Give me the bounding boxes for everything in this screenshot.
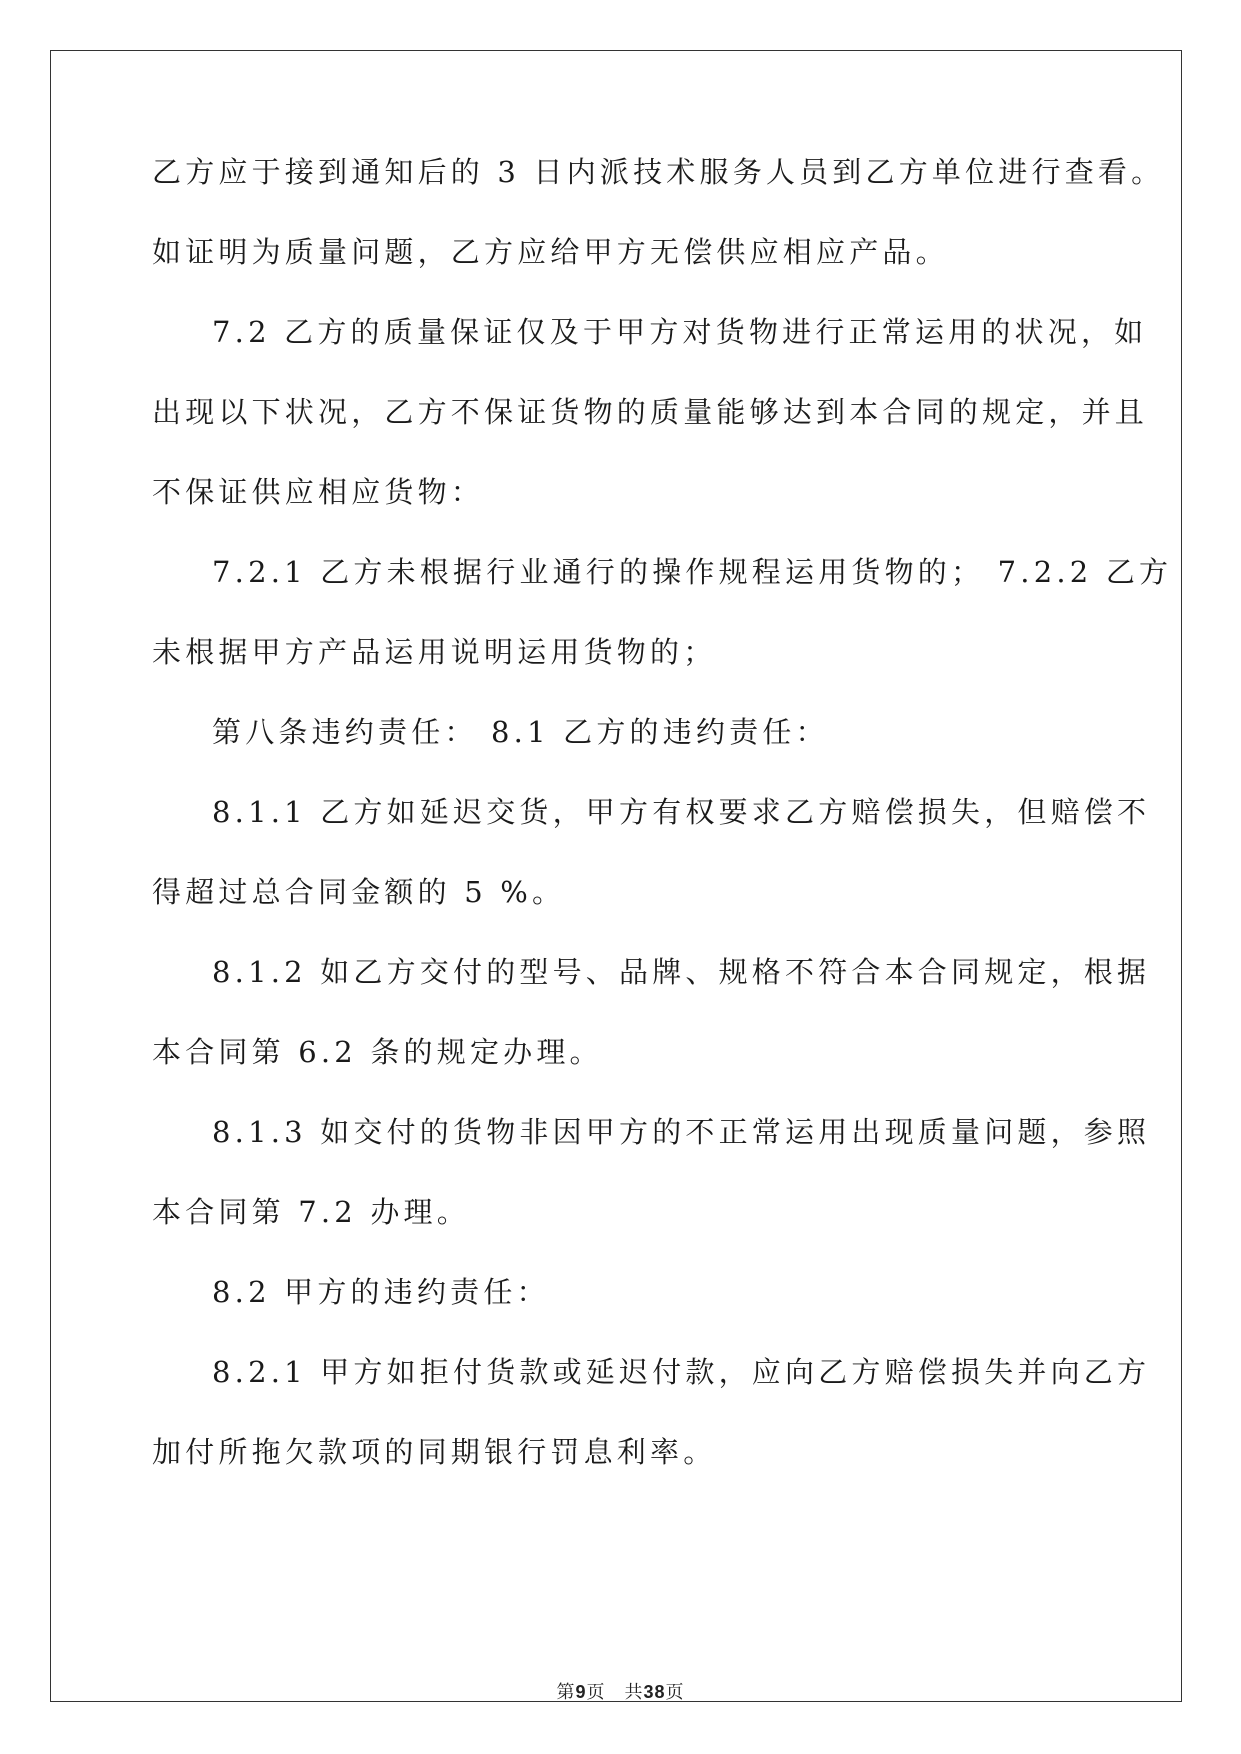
page-footer bbox=[0, 1678, 1241, 1704]
text-line: 第八条违约责任： 8.1 乙方的违约责任： bbox=[212, 715, 829, 749]
page-suffix: 页 bbox=[665, 1682, 685, 1703]
text-line: 不保证供应相应货物： bbox=[152, 475, 485, 509]
text-line: 未根据甲方产品运用说明运用货物的； bbox=[152, 635, 717, 669]
text-line: 7.2 乙方的质量保证仅及于甲方对货物进行正常运用的状况，如 bbox=[212, 315, 1148, 349]
text-line: 本合同第 6.2 条的规定办理。 bbox=[152, 1035, 603, 1069]
text-line: 8.1.1 乙方如延迟交货，甲方有权要求乙方赔偿损失，但赔偿不 bbox=[212, 795, 1151, 829]
text-line: 得超过总合同金额的 5 %。 bbox=[152, 875, 566, 909]
text-line: 8.2.1 甲方如拒付货款或延迟付款，应向乙方赔偿损失并向乙方 bbox=[212, 1355, 1151, 1389]
text-line: 8.2 甲方的违约责任： bbox=[212, 1275, 550, 1309]
text-line: 7.2.1 乙方未根据行业通行的操作规程运用货物的； 7.2.2 乙方 bbox=[212, 555, 1173, 589]
text-line: 本合同第 7.2 办理。 bbox=[152, 1195, 470, 1229]
page-total: 38 bbox=[643, 1682, 666, 1702]
text-line: 如证明为质量问题，乙方应给甲方无偿供应相应产品。 bbox=[152, 235, 949, 269]
text-line: 出现以下状况，乙方不保证货物的质量能够达到本合同的规定，并且 bbox=[152, 395, 1149, 429]
page-number: 9 bbox=[575, 1682, 587, 1702]
page-prefix: 第 bbox=[556, 1682, 576, 1703]
text-line: 8.1.2 如乙方交付的型号、品牌、规格不符合本合同规定，根据 bbox=[212, 955, 1151, 989]
text-line: 8.1.3 如交付的货物非因甲方的不正常运用出现质量问题，参照 bbox=[212, 1115, 1151, 1149]
text-line: 乙方应于接到通知后的 3 日内派技术服务人员到乙方单位进行查看。 bbox=[152, 155, 1165, 189]
page-mid: 页 共 bbox=[586, 1682, 644, 1703]
text-line: 加付所拖欠款项的同期银行罚息利率。 bbox=[152, 1435, 717, 1469]
